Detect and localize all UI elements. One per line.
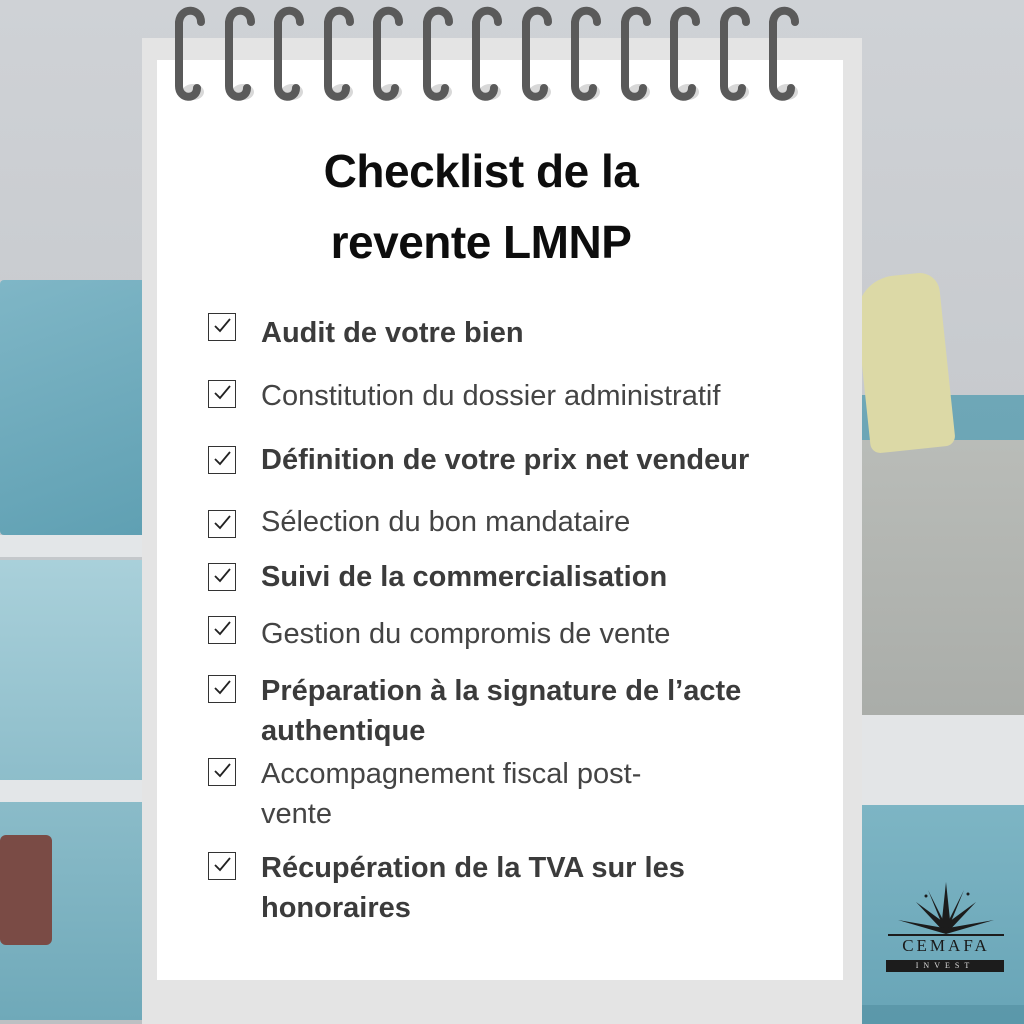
checklist-item [208,848,685,928]
spiral-ring-icon [365,0,409,108]
spiral-ring-icon [761,0,805,108]
spiral-ring-icon [712,0,756,108]
checklist-item [208,671,741,751]
checked-box-icon[interactable] [208,852,236,880]
checklist-item-label: Suivi de la commercialisation [261,561,668,593]
checklist-item [208,440,749,480]
spiral-ring-icon [266,0,310,108]
background-mattress [854,440,1024,730]
background-pillow [853,271,956,454]
spiral-ring-icon [316,0,360,108]
checked-box-icon[interactable] [208,616,236,644]
spiral-ring-icon [464,0,508,108]
page-title [0,136,962,279]
checklist-item-label: Audit de votre bien [261,317,524,349]
checklist-item [208,557,667,597]
spiral-ring-icon [514,0,558,108]
title-line-1: Checklist de la [323,145,639,197]
background-bed-rail [854,715,1024,805]
compass-star-logo-icon [876,880,1016,938]
checklist-item-label: Préparation à la signature de l’acte authentique [261,675,742,748]
spiral-ring-icon [415,0,459,108]
spiral-ring-icon [613,0,657,108]
checklist-item-label: Accompagnement fiscal post- vente [261,758,642,831]
logo-tagline: INVEST [886,960,1004,972]
checklist-item-label: Gestion du compromis de vente [261,618,671,650]
checked-box-icon[interactable] [208,313,236,341]
checklist-item-label: Définition de votre prix net vendeur [261,444,750,476]
background-cup [0,835,52,945]
checked-box-icon[interactable] [208,675,236,703]
checklist-item [208,754,641,834]
spiral-ring-icon [563,0,607,108]
cemafa-logo [876,880,1016,980]
checklist-item [208,313,524,353]
checklist-item [208,614,670,654]
checked-box-icon[interactable] [208,446,236,474]
checked-box-icon[interactable] [208,380,236,408]
checklist-item [208,376,720,416]
checked-box-icon[interactable] [208,758,236,786]
checklist-item-label: Sélection du bon mandataire [261,506,631,538]
checked-box-icon[interactable] [208,563,236,591]
checklist-item [208,502,630,542]
checklist-item-label: Constitution du dossier administratif [261,380,721,412]
spiral-ring-icon [167,0,211,108]
title-line-2: revente LMNP [330,216,632,269]
checklist-item-label: Récupération de la TVA sur les honoraires [261,852,685,925]
spiral-binding [165,0,815,110]
spiral-ring-icon [217,0,261,108]
spiral-ring-icon [662,0,706,108]
logo-brand-name: CEMAFA [902,936,990,955]
checked-box-icon[interactable] [208,510,236,538]
